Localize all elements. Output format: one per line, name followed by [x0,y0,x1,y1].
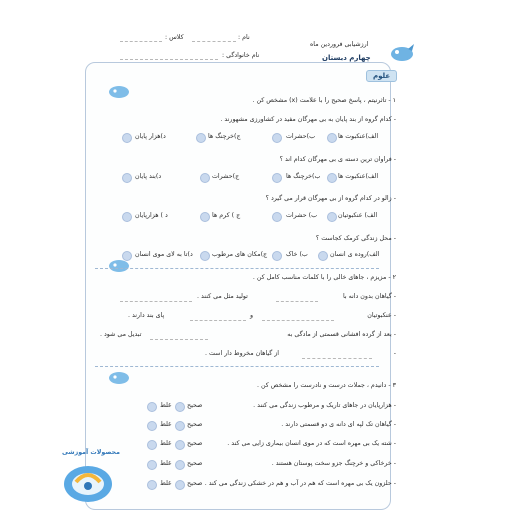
fill-line-end: تولید مثل می کنند . [197,293,248,300]
true-circle[interactable] [175,421,185,431]
exam-title: ارزشیابی فروردین ماه [310,41,369,48]
section-divider [95,268,379,269]
dolphin-icon [106,368,132,386]
question-text: - محل زندگی کرمک کجاست ؟ [315,235,396,242]
fill-blank[interactable] [262,320,334,321]
option-circle[interactable] [272,173,282,183]
true-circle[interactable] [175,402,185,412]
option-b[interactable]: ب)حشرات [286,133,316,140]
true-label: صحیح [187,440,203,447]
true-label: صحیح [187,421,203,428]
option-circle[interactable] [272,251,282,261]
fill-blank[interactable] [276,301,318,302]
true-circle[interactable] [175,480,185,490]
option-circle[interactable] [272,133,282,143]
true-label: صحیح [187,460,203,467]
question-text: - زالو در کدام گروه از بی مهرگان قرار می گیرد ؟ [265,195,396,202]
q2-instruction: ۲ - مزیزم ، جاهای خالی را با کلمات مناسب کامل کن . [252,274,396,281]
false-circle[interactable] [147,440,157,450]
true-label: صحیح [187,480,203,487]
true-circle[interactable] [175,460,185,470]
grade-title: چهارم دبستان [322,54,371,62]
option-a[interactable]: الف)عنکبوت ها [338,133,379,140]
question-text: - کدام گروه از بند پایان به بی مهرگان مفید در کشاورزی مشهورند . [220,116,396,123]
fill-blank[interactable] [302,358,372,359]
option-c[interactable]: ج)حشرات [212,173,240,180]
false-circle[interactable] [147,402,157,412]
section-divider [95,366,379,367]
option-circle[interactable] [200,173,210,183]
fill-line-start: - [393,350,396,357]
statement-text: - حلزون یک بی مهره است که هم در آب و هم در خشکی زندگی می کند . [204,480,396,487]
dolphin-logo-icon [388,40,416,64]
statement-text: - شته یک بی مهره است که در موی انسان بیماری زایی می کند . [227,440,396,447]
option-d[interactable]: د)بند پایان [135,173,162,180]
publisher-logo-icon [62,460,114,504]
option-a[interactable]: الف) عنکبوتیان [338,212,378,219]
option-c[interactable]: ج)مکان های مرطوب [212,251,268,258]
option-a[interactable]: الف)عنکبوت ها [338,173,379,180]
option-circle[interactable] [122,212,132,222]
option-circle[interactable] [122,173,132,183]
fill-line-end: تبدیل می شود . [100,331,142,338]
option-d[interactable]: د ) هزارپایان [135,212,168,219]
option-b[interactable]: ب)خرچنگ ها [286,173,321,180]
true-label: صحیح [187,402,203,409]
name-blank[interactable] [192,41,236,42]
option-circle[interactable] [200,251,210,261]
false-label: غلط [160,460,172,467]
dolphin-icon [106,82,132,100]
fill-line-start: - عنکبوتیان [367,312,396,319]
fill-line-start: - گیاهان بدون دانه با [342,293,396,300]
surname-blank[interactable] [120,59,218,60]
question-text: - فراوان ترین دسته ی بی مهرگان کدام اند ؟ [279,156,396,163]
statement-text: - هزارپایان در جاهای تاریک و مرطوب زندگی می کنند . [253,402,396,409]
option-a[interactable]: الف)روده ی انسان [330,251,380,258]
option-circle[interactable] [122,133,132,143]
false-label: غلط [160,402,172,409]
subject-tag: علوم [366,70,397,82]
q3-instruction: ۳ - دانیدم ، جملات درست و نادرست را مشخص کن . [256,382,396,389]
false-circle[interactable] [147,460,157,470]
option-circle[interactable] [122,251,132,261]
fill-line-end: از گیاهان مخروط دار است . [205,350,280,357]
option-c[interactable]: ج ) کرم ها [212,212,241,219]
fill-blank[interactable] [120,301,192,302]
class-blank[interactable] [120,41,162,42]
name-label: نام : [238,34,250,41]
statement-text: - گیاهان تک لپه ای دانه ی دو قسمتی دارند . [281,421,396,428]
statement-text: - خرخاکی و خرچنگ جزو سخت پوستان هستند . [271,460,396,467]
option-d[interactable]: د)هزار پایان [135,133,166,140]
fill-blank[interactable] [150,339,208,340]
fill-line-start: - بعد از گرده افشانی قسمتی از مادگی به [287,331,396,338]
surname-label: نام خانوادگی : [222,52,260,59]
false-circle[interactable] [147,421,157,431]
option-circle[interactable] [272,212,282,222]
option-d[interactable]: د)تا به لای موی انسان [135,251,193,258]
option-circle[interactable] [327,173,337,183]
option-circle[interactable] [327,133,337,143]
fill-line-end: پای بند دارند . [128,312,165,319]
option-b[interactable]: ب) حشرات [286,212,318,219]
false-circle[interactable] [147,480,157,490]
q1-instruction: ۱ - تاثرنیتم ، پاسخ صحیح را با علامت (x) مشخص کن . [252,97,396,104]
false-label: غلط [160,480,172,487]
option-circle[interactable] [318,251,328,261]
option-circle[interactable] [200,212,210,222]
false-label: غلط [160,440,172,447]
false-label: غلط [160,421,172,428]
class-label: کلاس : [165,34,184,41]
fill-blank[interactable] [190,320,246,321]
publisher-label: محصولات آموزشی [62,449,120,456]
true-circle[interactable] [175,440,185,450]
option-circle[interactable] [327,212,337,222]
option-c[interactable]: ج)خرچنگ ها [208,133,241,140]
option-b[interactable]: ب) خاک [286,251,308,258]
fill-line-mid: و [250,312,254,319]
option-circle[interactable] [196,133,206,143]
